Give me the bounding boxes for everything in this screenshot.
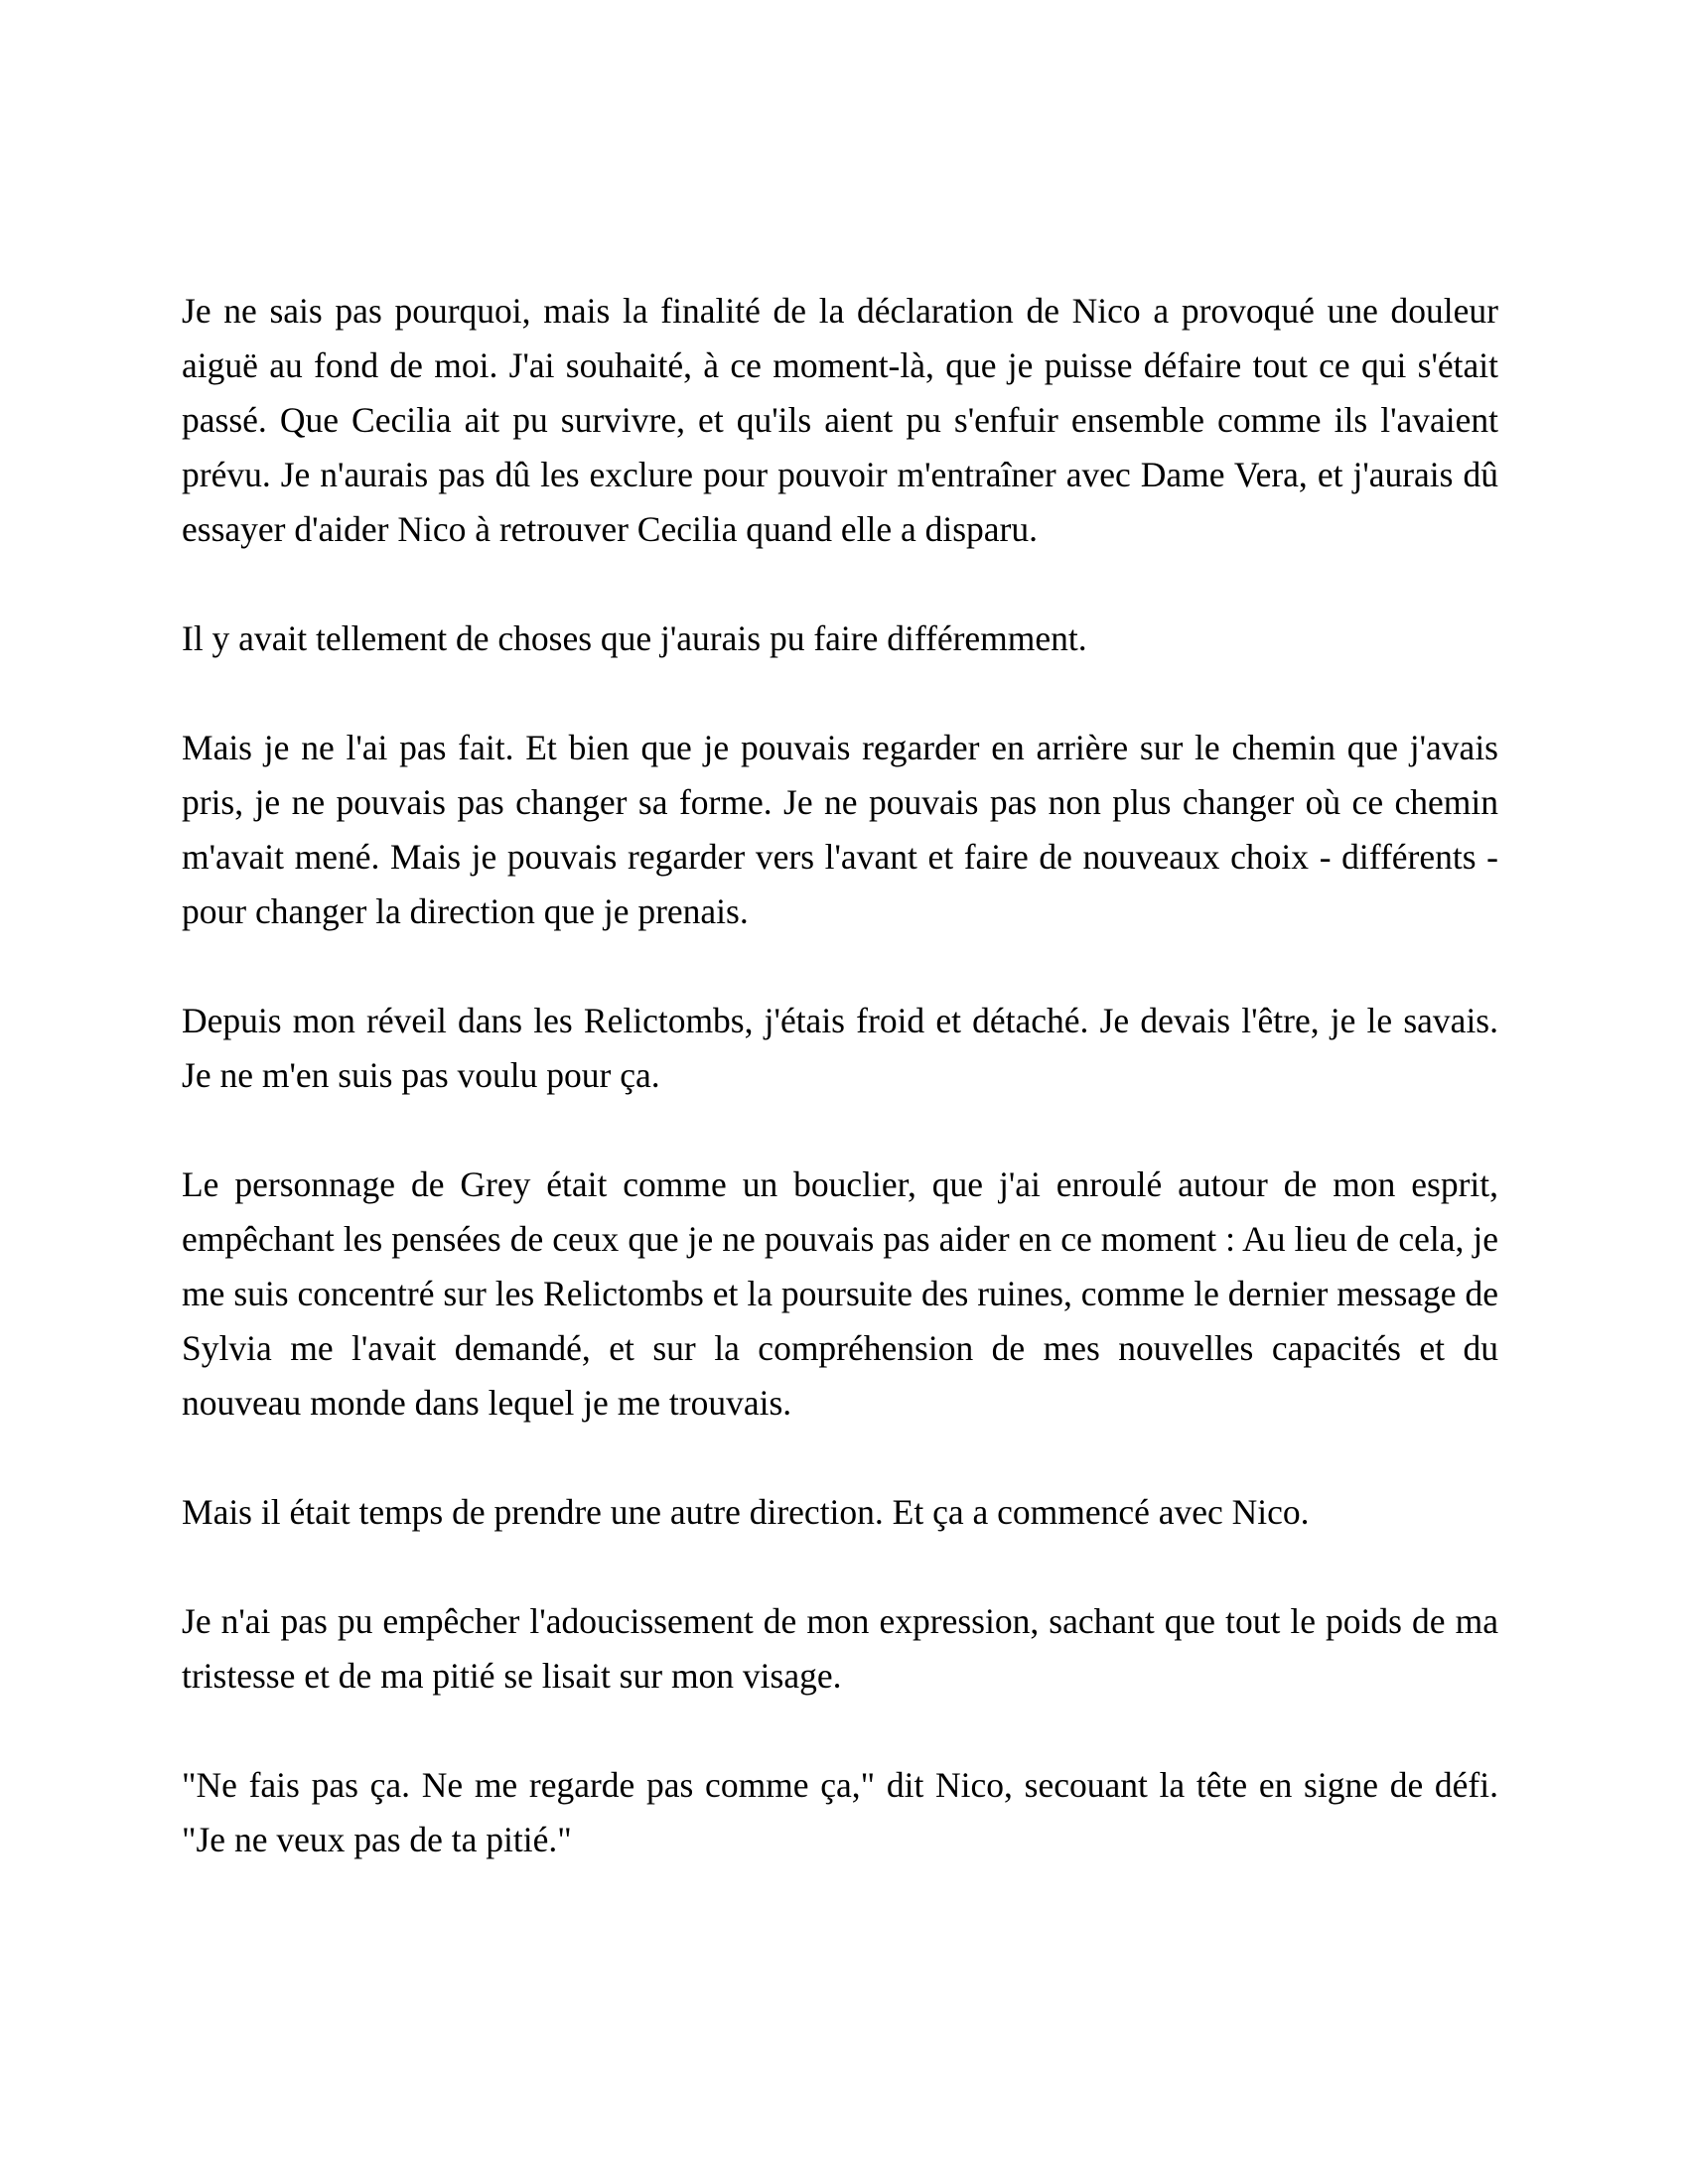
paragraph: Mais je ne l'ai pas fait. Et bien que je pouvais regarder en arrière sur le chemin que j'avais pris, je ne pouvais pas changer sa forme. Je ne pouvais pas non plus changer où ce chemin m'avait mené. Mais je pouvais regarder vers l'avant et faire de nouveaux choix - différents - pour changer la direction que je prenais.	[182, 728, 1498, 931]
paragraph: Il y avait tellement de choses que j'aurais pu faire différemment.	[182, 618, 1087, 658]
paragraph: Le personnage de Grey était comme un bouclier, que j'ai enroulé autour de mon esprit, empêchant les pensées de ceux que je ne pouvais pas aider en ce moment : Au lieu de cela, je me suis concentré sur les Relictombs et la poursuite des ruines, comme le dernier message de Sylvia me l'avait demandé, et sur la compréhension de mes nouvelles capacités et du nouveau monde dans lequel je me trouvais.	[182, 1164, 1498, 1423]
paragraph: Je n'ai pas pu empêcher l'adoucissement de mon expression, sachant que tout le poids de ma tristesse et de ma pitié se lisait sur mon visage.	[182, 1601, 1498, 1696]
paragraph: "Ne fais pas ça. Ne me regarde pas comme ça," dit Nico, secouant la tête en signe de défi. "Je ne veux pas de ta pitié."	[182, 1765, 1498, 1859]
paragraph: Je ne sais pas pourquoi, mais la finalité de la déclaration de Nico a provoqué une douleur aiguë au fond de moi. J'ai souhaité, à ce moment-là, que je puisse défaire tout ce qui s'était passé. Que Cecilia ait pu survivre, et qu'ils aient pu s'enfuir ensemble comme ils l'avaient prévu. Je n'aurais pas dû les exclure pour pouvoir m'entraîner avec Dame Vera, et j'aurais dû essayer d'aider Nico à retrouver Cecilia quand elle a disparu.	[182, 291, 1498, 549]
document-page	[182, 284, 1498, 1867]
paragraph: Depuis mon réveil dans les Relictombs, j'étais froid et détaché. Je devais l'être, je le savais. Je ne m'en suis pas voulu pour ça.	[182, 1001, 1498, 1095]
paragraph: Mais il était temps de prendre une autre direction. Et ça a commencé avec Nico.	[182, 1492, 1310, 1532]
